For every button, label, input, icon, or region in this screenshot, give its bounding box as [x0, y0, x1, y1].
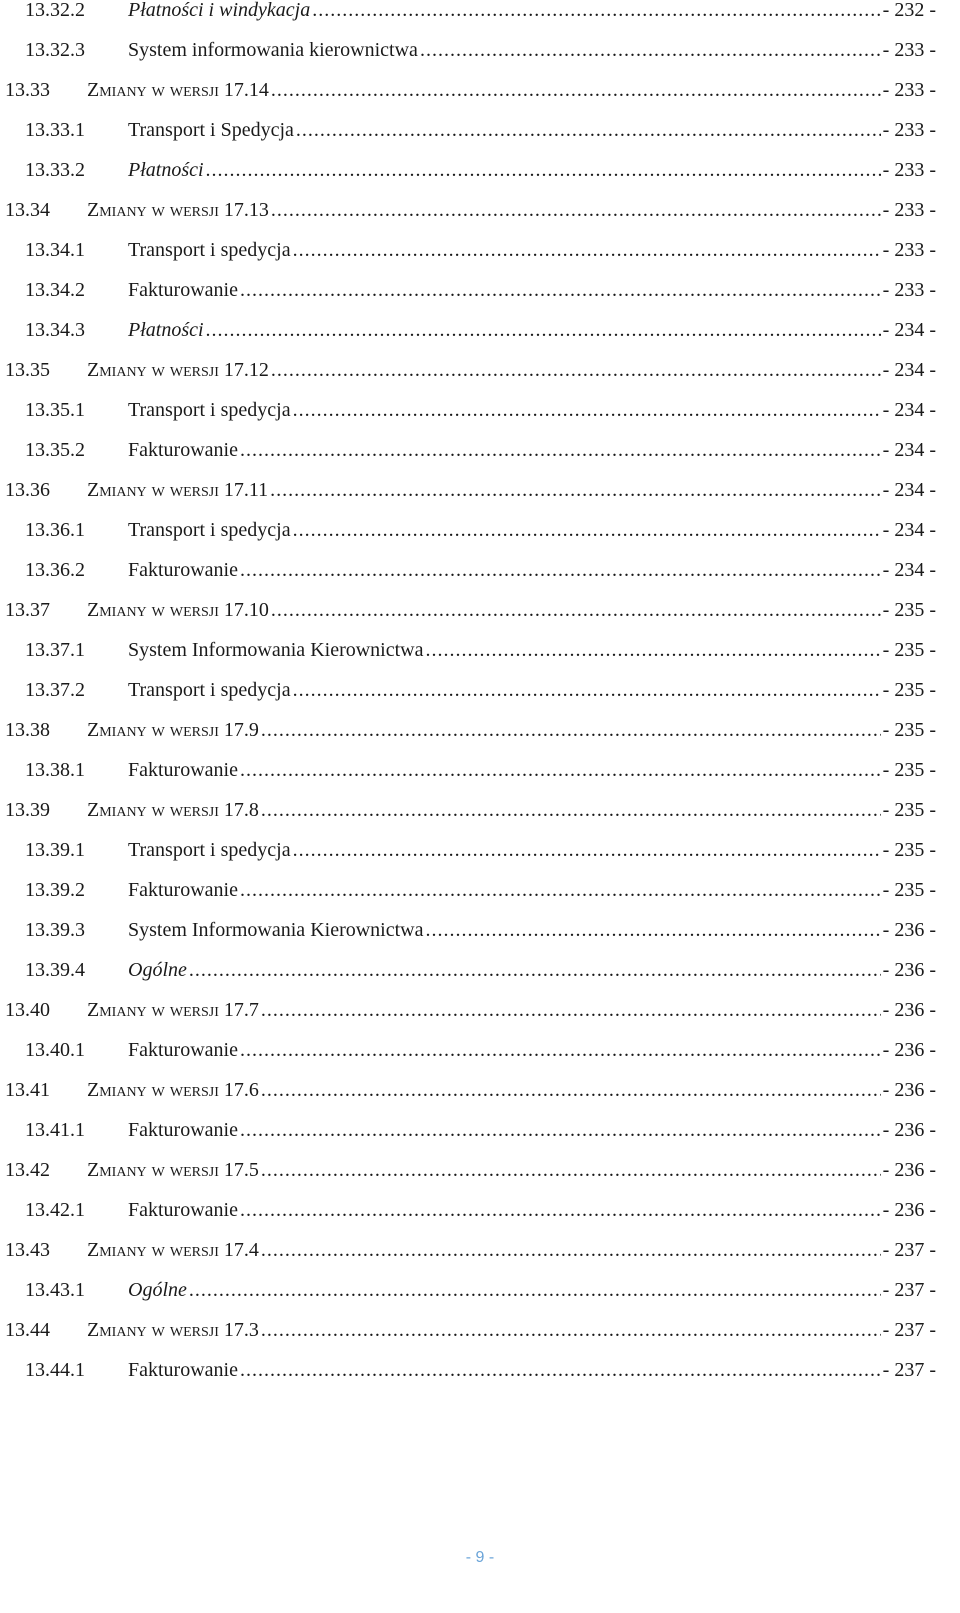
toc-entry-page: - 234 - — [882, 479, 936, 501]
toc-entry-title: Płatności — [128, 319, 204, 341]
toc-entry-number: 13.35 — [5, 359, 50, 381]
toc-entry-leader — [87, 1160, 936, 1180]
toc-entry-number: 13.36.1 — [25, 519, 85, 541]
toc-entry-page: - 234 - — [882, 439, 936, 461]
toc-entry-number: 13.43 — [5, 1239, 50, 1261]
toc-entry-page: - 234 - — [882, 559, 936, 581]
toc-entry-page: - 237 - — [882, 1319, 936, 1341]
toc-entry[interactable] — [0, 760, 960, 800]
toc-entry-page: - 236 - — [882, 1159, 936, 1181]
toc-dot-leader — [293, 680, 881, 700]
toc-entry-leader — [87, 200, 936, 220]
toc-entry-number: 13.36.2 — [25, 559, 85, 581]
toc-entry[interactable] — [0, 1040, 960, 1080]
toc-entry-page: - 237 - — [882, 1239, 936, 1261]
toc-entry-page: - 236 - — [882, 919, 936, 941]
toc-entry-number: 13.35.1 — [25, 399, 85, 421]
toc-entry-leader — [128, 1360, 936, 1380]
toc-entry[interactable] — [0, 160, 960, 200]
toc-entry-page: - 235 - — [882, 679, 936, 701]
toc-entry-leader — [128, 120, 936, 140]
toc-entry-page: - 235 - — [882, 639, 936, 661]
toc-dot-leader — [240, 1360, 881, 1380]
toc-entry-number: 13.37.2 — [25, 679, 85, 701]
toc-dot-leader — [293, 400, 881, 420]
toc-entry-title: Zmiany w wersji 17.4 — [87, 1239, 259, 1261]
toc-dot-leader — [261, 800, 881, 820]
toc-entry[interactable] — [0, 80, 960, 120]
toc-entry-title: System informowania kierownictwa — [128, 39, 418, 61]
toc-entry[interactable] — [0, 200, 960, 240]
toc-dot-leader — [261, 1000, 881, 1020]
toc-entry-number: 13.34 — [5, 199, 50, 221]
toc-entry[interactable] — [0, 240, 960, 280]
toc-entry-title: Zmiany w wersji 17.3 — [87, 1319, 259, 1341]
toc-entry-leader — [87, 360, 936, 380]
toc-dot-leader — [240, 1040, 881, 1060]
toc-dot-leader — [261, 1080, 881, 1100]
toc-entry[interactable] — [0, 1360, 960, 1400]
toc-entry-page: - 236 - — [882, 959, 936, 981]
toc-entry[interactable] — [0, 440, 960, 480]
toc-entry-leader — [128, 1040, 936, 1060]
toc-entry-leader — [128, 240, 936, 260]
toc-entry-title: Fakturowanie — [128, 559, 238, 581]
toc-entry-number: 13.37.1 — [25, 639, 85, 661]
toc-entry[interactable] — [0, 1000, 960, 1040]
toc-entry-number: 13.37 — [5, 599, 50, 621]
toc-entry-number: 13.39.3 — [25, 919, 85, 941]
toc-entry-leader — [87, 1000, 936, 1020]
toc-dot-leader — [425, 920, 880, 940]
toc-entry[interactable] — [0, 960, 960, 1000]
toc-entry-number: 13.36 — [5, 479, 50, 501]
toc-dot-leader — [312, 0, 880, 20]
toc-entry-number: 13.38.1 — [25, 759, 85, 781]
toc-entry[interactable] — [0, 280, 960, 320]
toc-entry-page: - 233 - — [882, 199, 936, 221]
toc-dot-leader — [425, 640, 880, 660]
toc-entry-leader — [128, 640, 936, 660]
toc-entry-title: Fakturowanie — [128, 1119, 238, 1141]
toc-entry-leader — [128, 1120, 936, 1140]
toc-entry[interactable] — [0, 1080, 960, 1120]
toc-entry-number: 13.38 — [5, 719, 50, 741]
toc-entry-page: - 235 - — [882, 839, 936, 861]
toc-entry-number: 13.39.4 — [25, 959, 85, 981]
toc-entry-leader — [87, 480, 936, 500]
toc-entry-leader — [128, 760, 936, 780]
toc-entry-title: Transport i spedycja — [128, 239, 291, 261]
toc-entry-page: - 236 - — [882, 1079, 936, 1101]
toc-entry-number: 13.32.2 — [25, 0, 85, 21]
toc-entry-number: 13.41.1 — [25, 1119, 85, 1141]
toc-dot-leader — [261, 1240, 881, 1260]
toc-entry-page: - 234 - — [882, 399, 936, 421]
toc-entry-title: System Informowania Kierownictwa — [128, 639, 424, 661]
toc-entry-leader — [87, 600, 936, 620]
toc-entry-title: Transport i spedycja — [128, 839, 291, 861]
toc-entry-leader — [87, 1080, 936, 1100]
toc-entry-number: 13.35.2 — [25, 439, 85, 461]
toc-entry-title: Fakturowanie — [128, 439, 238, 461]
toc-entry-leader — [128, 400, 936, 420]
toc-entry-number: 13.42.1 — [25, 1199, 85, 1221]
toc-entry[interactable] — [0, 1200, 960, 1240]
toc-entry[interactable] — [0, 0, 960, 40]
toc-entry-number: 13.33.1 — [25, 119, 85, 141]
toc-entry-number: 13.34.3 — [25, 319, 85, 341]
toc-entry[interactable] — [0, 480, 960, 520]
toc-entry[interactable] — [0, 1160, 960, 1200]
toc-entry-page: - 235 - — [882, 599, 936, 621]
toc-dot-leader — [240, 280, 881, 300]
toc-entry-leader — [87, 1320, 936, 1340]
toc-entry-number: 13.41 — [5, 1079, 50, 1101]
toc-entry[interactable] — [0, 680, 960, 720]
toc-entry-title: Fakturowanie — [128, 1199, 238, 1221]
toc-entry-leader — [128, 280, 936, 300]
toc-entry-title: Zmiany w wersji 17.12 — [87, 359, 269, 381]
page-number-footer: - 9 - — [465, 1549, 495, 1566]
toc-entry-page: - 233 - — [882, 239, 936, 261]
toc-entry-title: Zmiany w wersji 17.13 — [87, 199, 269, 221]
toc-entry-title: Płatności — [128, 159, 204, 181]
toc-entry-page: - 234 - — [882, 519, 936, 541]
toc-entry-title: Fakturowanie — [128, 879, 238, 901]
toc-entry-page: - 233 - — [882, 39, 936, 61]
toc-entry[interactable] — [0, 1240, 960, 1280]
toc-entry[interactable] — [0, 880, 960, 920]
toc-entry[interactable] — [0, 640, 960, 680]
toc-entry-page: - 232 - — [882, 0, 936, 21]
toc-entry[interactable] — [0, 1320, 960, 1360]
toc-entry-page: - 233 - — [882, 159, 936, 181]
toc-entry-leader — [87, 720, 936, 740]
toc-dot-leader — [296, 120, 881, 140]
toc-entry-title: Transport i Spedycja — [128, 119, 294, 141]
toc-entry-title: Transport i spedycja — [128, 399, 291, 421]
toc-entry-title: Zmiany w wersji 17.10 — [87, 599, 269, 621]
toc-dot-leader — [270, 480, 881, 500]
toc-entry-leader — [128, 1280, 936, 1300]
toc-entry-page: - 236 - — [882, 999, 936, 1021]
toc-entry-number: 13.44 — [5, 1319, 50, 1341]
toc-dot-leader — [293, 240, 881, 260]
toc-entry[interactable] — [0, 400, 960, 440]
toc-entry-page: - 237 - — [882, 1279, 936, 1301]
toc-dot-leader — [240, 440, 881, 460]
toc-entry-page: - 234 - — [882, 359, 936, 381]
toc-entry-page: - 237 - — [882, 1359, 936, 1381]
toc-entry[interactable] — [0, 40, 960, 80]
toc-entry-title: Fakturowanie — [128, 279, 238, 301]
toc-dot-leader — [206, 320, 881, 340]
toc-dot-leader — [240, 1200, 881, 1220]
toc-entry-leader — [128, 560, 936, 580]
toc-entry-title: Zmiany w wersji 17.8 — [87, 799, 259, 821]
toc-dot-leader — [271, 600, 881, 620]
toc-entry-title: Zmiany w wersji 17.14 — [87, 79, 269, 101]
toc-entry-page: - 233 - — [882, 119, 936, 141]
toc-entry-page: - 236 - — [882, 1199, 936, 1221]
toc-entry-number: 13.40.1 — [25, 1039, 85, 1061]
toc-entry-leader — [128, 920, 936, 940]
toc-entry-number: 13.32.3 — [25, 39, 85, 61]
toc-entry[interactable] — [0, 120, 960, 160]
toc-entry-leader — [128, 880, 936, 900]
toc-entry-title: Zmiany w wersji 17.7 — [87, 999, 259, 1021]
toc-entry-title: Zmiany w wersji 17.6 — [87, 1079, 259, 1101]
toc-entry-page: - 236 - — [882, 1039, 936, 1061]
toc-dot-leader — [271, 80, 881, 100]
toc-entry-title: Fakturowanie — [128, 1039, 238, 1061]
toc-entry-title: Zmiany w wersji 17.11 — [87, 479, 269, 501]
toc-dot-leader — [189, 1280, 881, 1300]
toc-entry-title: Zmiany w wersji 17.9 — [87, 719, 259, 741]
toc-entry[interactable] — [0, 720, 960, 760]
toc-entry-title: Transport i spedycja — [128, 679, 291, 701]
toc-entry-page: - 233 - — [882, 279, 936, 301]
toc-dot-leader — [261, 1320, 881, 1340]
toc-entry-number: 13.44.1 — [25, 1359, 85, 1381]
toc-dot-leader — [293, 520, 881, 540]
toc-entry-leader — [128, 160, 936, 180]
toc-entry[interactable] — [0, 560, 960, 600]
toc-dot-leader — [240, 1120, 881, 1140]
toc-entry-page: - 235 - — [882, 759, 936, 781]
toc-dot-leader — [293, 840, 881, 860]
toc-entry-leader — [87, 1240, 936, 1260]
toc-entry-leader — [87, 80, 936, 100]
toc-entry-number: 13.39.2 — [25, 879, 85, 901]
toc-entry-number: 13.42 — [5, 1159, 50, 1181]
toc-dot-leader — [261, 720, 881, 740]
toc-entry-title: Fakturowanie — [128, 1359, 238, 1381]
toc-dot-leader — [271, 200, 881, 220]
toc-entry-leader — [128, 840, 936, 860]
toc-dot-leader — [420, 40, 881, 60]
toc-entry-leader — [128, 520, 936, 540]
toc-entry-page: - 234 - — [882, 319, 936, 341]
toc-entry[interactable] — [0, 320, 960, 360]
toc-dot-leader — [240, 760, 881, 780]
toc-entry-number: 13.43.1 — [25, 1279, 85, 1301]
toc-entry-number: 13.34.2 — [25, 279, 85, 301]
toc-entry-number: 13.40 — [5, 999, 50, 1021]
toc-entry[interactable] — [0, 1120, 960, 1160]
toc-entry-page: - 235 - — [882, 879, 936, 901]
toc-entry[interactable] — [0, 600, 960, 640]
toc-entry-number: 13.39.1 — [25, 839, 85, 861]
toc-entry-title: Ogólne — [128, 1279, 187, 1301]
toc-dot-leader — [240, 880, 881, 900]
toc-entry-page: - 235 - — [882, 799, 936, 821]
toc-entry-leader — [128, 1200, 936, 1220]
toc-entry-leader — [128, 0, 936, 20]
toc-dot-leader — [271, 360, 881, 380]
toc-entry-leader — [128, 40, 936, 60]
toc-entry-leader — [128, 440, 936, 460]
toc-entry-leader — [87, 800, 936, 820]
toc-entry[interactable] — [0, 1280, 960, 1320]
toc-entry-page: - 235 - — [882, 719, 936, 741]
toc-entry-title: Płatności i windykacja — [128, 0, 311, 21]
toc-entry[interactable] — [0, 920, 960, 960]
toc-entry-leader — [128, 320, 936, 340]
toc-entry-leader — [128, 960, 936, 980]
toc-dot-leader — [189, 960, 881, 980]
toc-entry-page: - 233 - — [882, 79, 936, 101]
toc-entry-number: 13.34.1 — [25, 239, 85, 261]
toc-entry-number: 13.33.2 — [25, 159, 85, 181]
toc-entry-title: Ogólne — [128, 959, 187, 981]
toc-entry-title: Zmiany w wersji 17.5 — [87, 1159, 259, 1181]
toc-entry-leader — [128, 680, 936, 700]
toc-entry-title: Fakturowanie — [128, 759, 238, 781]
toc-entry[interactable] — [0, 520, 960, 560]
toc-dot-leader — [206, 160, 881, 180]
toc-entry-number: 13.39 — [5, 799, 50, 821]
toc-entry-title: System Informowania Kierownictwa — [128, 919, 424, 941]
toc-entry-title: Transport i spedycja — [128, 519, 291, 541]
toc-dot-leader — [240, 560, 881, 580]
toc-entry-page: - 236 - — [882, 1119, 936, 1141]
toc-entry[interactable] — [0, 800, 960, 840]
toc-dot-leader — [261, 1160, 881, 1180]
toc-entry[interactable] — [0, 360, 960, 400]
toc-entry-number: 13.33 — [5, 79, 50, 101]
toc-entry[interactable] — [0, 840, 960, 880]
